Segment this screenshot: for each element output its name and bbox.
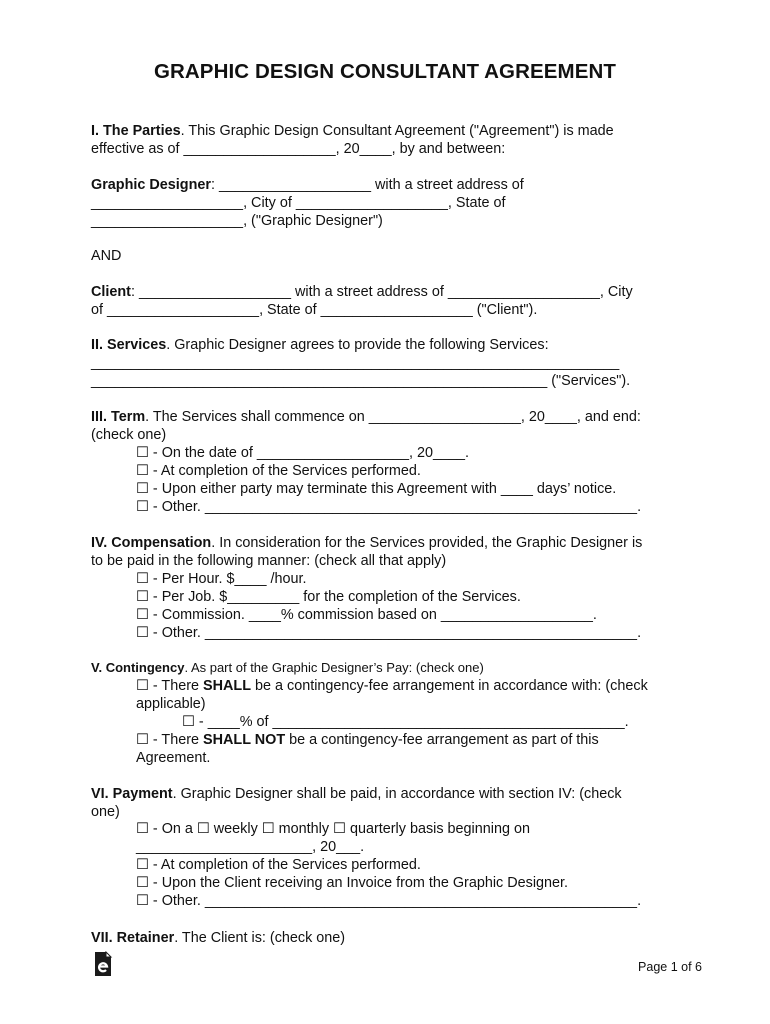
- payment-option-periodic[interactable]: ☐ - On a ☐ weekly ☐ monthly ☐ quarterly basis beginning on: [136, 821, 530, 837]
- client-line-1: Client: ___________________ with a street address of ___________________, City: [91, 284, 633, 300]
- payment-option-periodic-line-2: ______________________, 20___.: [136, 839, 365, 855]
- eforms-logo-icon: [93, 951, 113, 977]
- payment-line-2: one): [91, 804, 120, 820]
- term-heading: III. Term: [91, 409, 146, 425]
- compensation-line-1: IV. Compensation. In consideration for the Services provided, the Graphic Designer is: [91, 535, 643, 551]
- retainer-heading: VII. Retainer: [91, 930, 175, 946]
- contingency-option-shall-line-2: applicable): [136, 696, 206, 712]
- and-text: AND: [91, 248, 122, 264]
- compensation-line-2: to be paid in the following manner: (check all that apply): [91, 553, 447, 569]
- compensation-option-job[interactable]: ☐ - Per Job. $_________ for the completion of the Services.: [136, 589, 521, 605]
- contingency-sub-option-percent[interactable]: ☐ - ____% of ____________________________________________.: [182, 714, 629, 730]
- payment-line-1: VI. Payment. Graphic Designer shall be paid, in accordance with section IV: (check: [91, 786, 622, 802]
- page-number: Page 1 of 6: [638, 960, 702, 974]
- payment-option-other[interactable]: ☐ - Other. ______________________________________________________.: [136, 893, 642, 909]
- parties-line-1: I. The Parties. This Graphic Design Consultant Agreement ("Agreement") is made: [91, 123, 614, 139]
- client-label: Client: [91, 284, 131, 300]
- term-option-completion[interactable]: ☐ - At completion of the Services performed.: [136, 463, 421, 479]
- parties-heading: I. The Parties: [91, 123, 181, 139]
- contingency-option-shall-not-line-2: Agreement.: [136, 750, 211, 766]
- document-title: GRAPHIC DESIGN CONSULTANT AGREEMENT: [153, 60, 617, 83]
- designer-line-3: ___________________, ("Graphic Designer"): [91, 213, 383, 229]
- compensation-option-hour[interactable]: ☐ - Per Hour. $____ /hour.: [136, 571, 307, 587]
- compensation-option-other[interactable]: ☐ - Other. ______________________________________________________.: [136, 625, 642, 641]
- services-line-2: __________________________________________________________________: [91, 355, 620, 371]
- services-line-3: _________________________________________________________ ("Services").: [91, 373, 631, 389]
- term-option-notice[interactable]: ☐ - Upon either party may terminate this Agreement with ____ days’ notice.: [136, 481, 617, 497]
- payment-option-completion[interactable]: ☐ - At completion of the Services performed.: [136, 857, 421, 873]
- compensation-heading: IV. Compensation: [91, 535, 212, 551]
- term-line-1: III. Term. The Services shall commence on ___________________, 20____, and end:: [91, 409, 641, 425]
- term-line-2: (check one): [91, 427, 167, 443]
- payment-option-invoice[interactable]: ☐ - Upon the Client receiving an Invoice from the Graphic Designer.: [136, 875, 569, 891]
- parties-line-2: effective as of ___________________, 20____, by and between:: [91, 141, 506, 157]
- contingency-line-1: V. Contingency. As part of the Graphic Designer’s Pay: (check one): [91, 660, 484, 675]
- contingency-option-shall[interactable]: ☐ - There SHALL be a contingency-fee arrangement in accordance with: (check: [136, 678, 648, 694]
- compensation-option-commission[interactable]: ☐ - Commission. ____% commission based on ___________________.: [136, 607, 597, 623]
- services-line-1: II. Services. Graphic Designer agrees to provide the following Services:: [91, 337, 549, 353]
- retainer-line-1: VII. Retainer. The Client is: (check one): [91, 930, 346, 946]
- contingency-heading: V. Contingency: [91, 660, 185, 675]
- designer-line-2: ___________________, City of ___________________, State of: [91, 195, 506, 211]
- term-option-other[interactable]: ☐ - Other. ______________________________________________________.: [136, 499, 642, 515]
- term-option-date[interactable]: ☐ - On the date of ___________________, 20____.: [136, 445, 469, 461]
- payment-heading: VI. Payment: [91, 786, 173, 802]
- client-line-2: of ___________________, State of ___________________ ("Client").: [91, 302, 538, 318]
- designer-label: Graphic Designer: [91, 177, 211, 193]
- designer-line-1: Graphic Designer: ___________________ with a street address of: [91, 177, 524, 193]
- contingency-option-shall-not[interactable]: ☐ - There SHALL NOT be a contingency-fee arrangement as part of this: [136, 732, 599, 748]
- services-heading: II. Services: [91, 337, 167, 353]
